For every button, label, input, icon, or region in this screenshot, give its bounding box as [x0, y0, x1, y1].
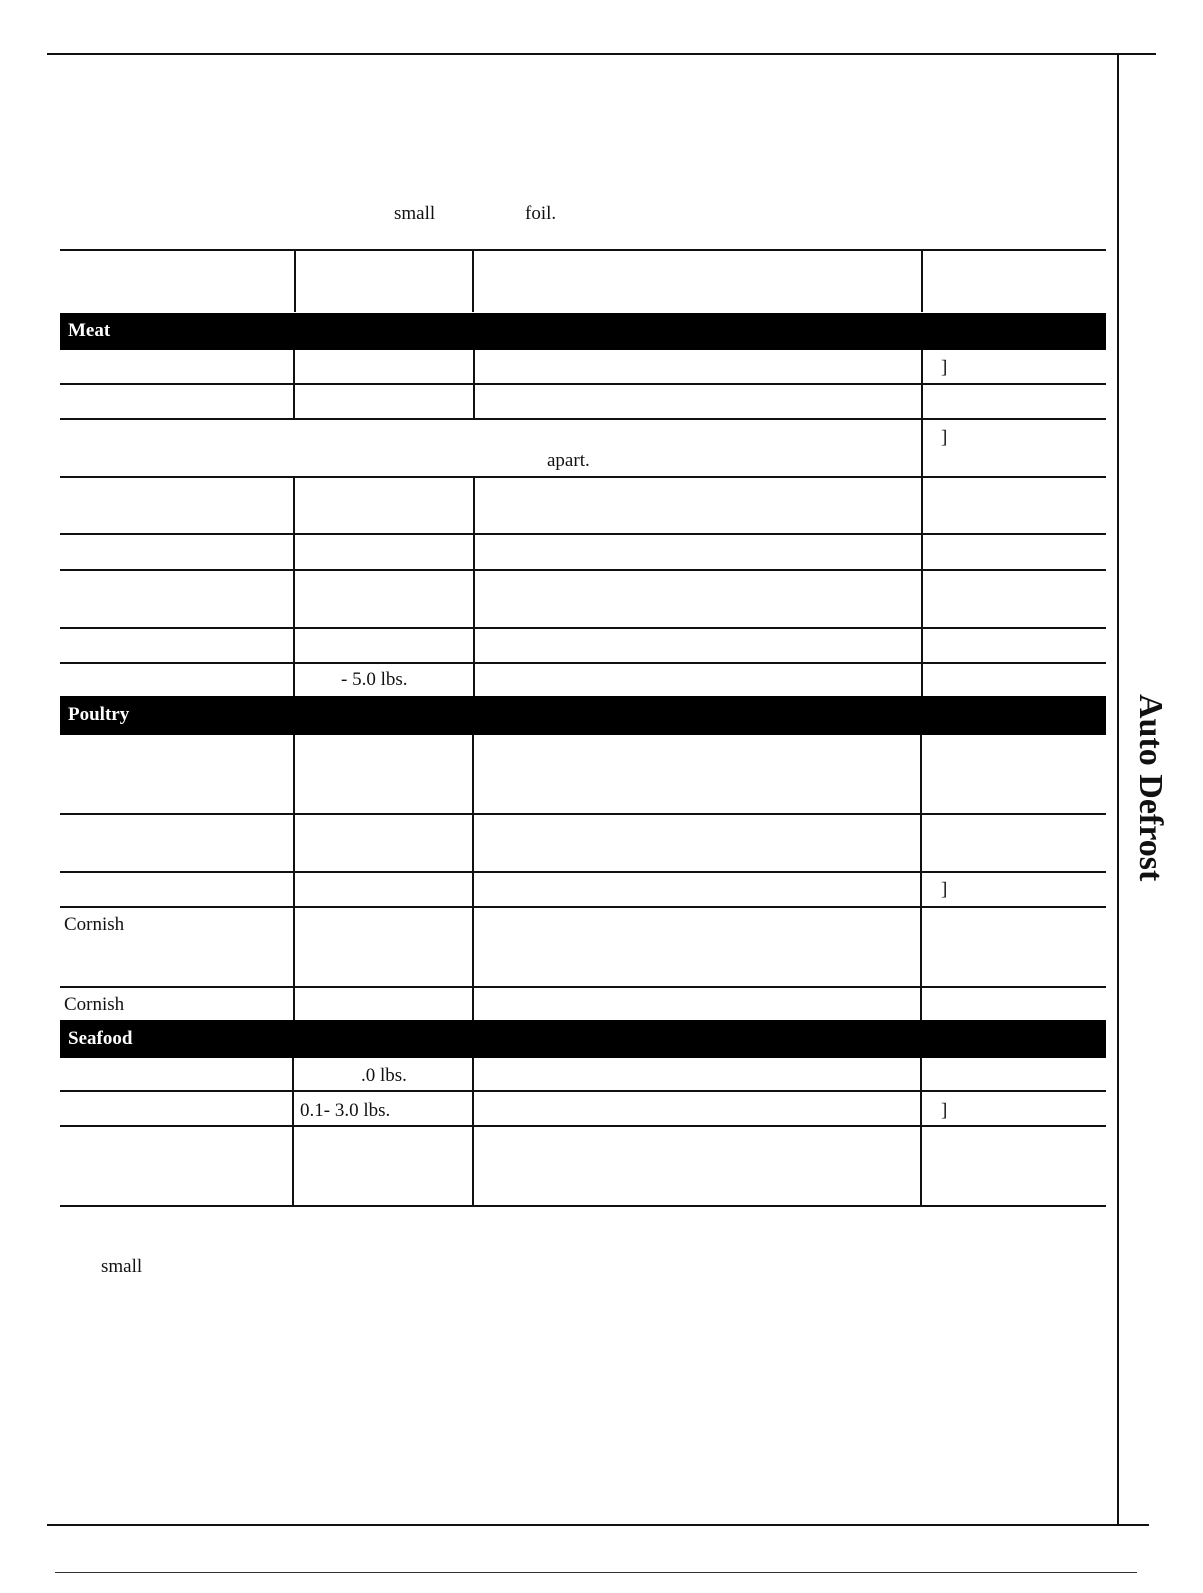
- table-row-divider: [60, 1090, 1106, 1092]
- seafood-col-divider-2: [472, 1058, 474, 1205]
- poultry-col-divider-1: [293, 735, 295, 1020]
- section-band-poultry: [60, 696, 1106, 735]
- header-fragment-foil: foil.: [525, 203, 557, 224]
- table-row-divider: [60, 1125, 1106, 1127]
- poultry-row3-note: ]: [941, 879, 948, 900]
- meat-row1-note: ]: [941, 357, 948, 378]
- seafood-col-divider-1: [292, 1058, 294, 1205]
- table-row-divider: [60, 813, 1106, 815]
- meat-col-divider-3: [921, 350, 923, 476]
- footer-fragment-small: small: [101, 1256, 143, 1277]
- poultry-row4-food: Cornish: [64, 914, 125, 935]
- header-fragment-small: small: [394, 203, 436, 224]
- meat-row8-weight: - 5.0 lbs.: [341, 669, 408, 690]
- side-rule: [1117, 53, 1119, 1526]
- meat-col-divider-2: [473, 350, 475, 418]
- section-label-seafood: Seafood: [68, 1028, 133, 1049]
- section-label-meat: Meat: [68, 320, 111, 341]
- meat-row3-note: ]: [941, 427, 948, 448]
- seafood-col-divider-3: [920, 1058, 922, 1205]
- seafood-row2-weight: 0.1- 3.0 lbs.: [300, 1100, 391, 1121]
- header-col-divider-1: [294, 249, 296, 312]
- table-row-divider: [60, 906, 1106, 908]
- table-row-divider: [60, 533, 1106, 535]
- meat-row3-text: apart.: [547, 450, 590, 471]
- footer-thin-rule: [55, 1572, 1137, 1573]
- table-bottom-border: [60, 1205, 1106, 1207]
- poultry-col-divider-3: [920, 735, 922, 1020]
- section-band-meat: [60, 313, 1106, 350]
- header-col-divider-2: [472, 249, 474, 312]
- table-row-divider: [60, 627, 1106, 629]
- seafood-row2-note: ]: [941, 1100, 948, 1121]
- poultry-row5-food: Cornish: [64, 994, 125, 1015]
- table-row-divider: [60, 418, 1106, 420]
- table-top-border: [60, 249, 1106, 251]
- meat-col-divider-3b: [921, 476, 923, 696]
- table-row-divider: [60, 986, 1106, 988]
- table-row-divider: [60, 569, 1106, 571]
- top-rule: [47, 53, 1156, 55]
- meat-col-divider-1: [293, 350, 295, 418]
- seafood-row1-weight: .0 lbs.: [361, 1065, 407, 1086]
- table-row-divider: [60, 871, 1106, 873]
- meat-col-divider-1b: [293, 476, 295, 696]
- side-tab-title: Auto Defrost: [1132, 694, 1169, 882]
- table-row-divider: [60, 476, 1106, 478]
- section-label-poultry: Poultry: [68, 704, 130, 725]
- meat-col-divider-2b: [473, 476, 475, 696]
- table-row-divider: [60, 662, 1106, 664]
- poultry-col-divider-2: [472, 735, 474, 1020]
- section-band-seafood: [60, 1020, 1106, 1058]
- header-col-divider-3: [921, 249, 923, 312]
- bottom-rule: [47, 1524, 1149, 1526]
- table-row-divider: [60, 383, 1106, 385]
